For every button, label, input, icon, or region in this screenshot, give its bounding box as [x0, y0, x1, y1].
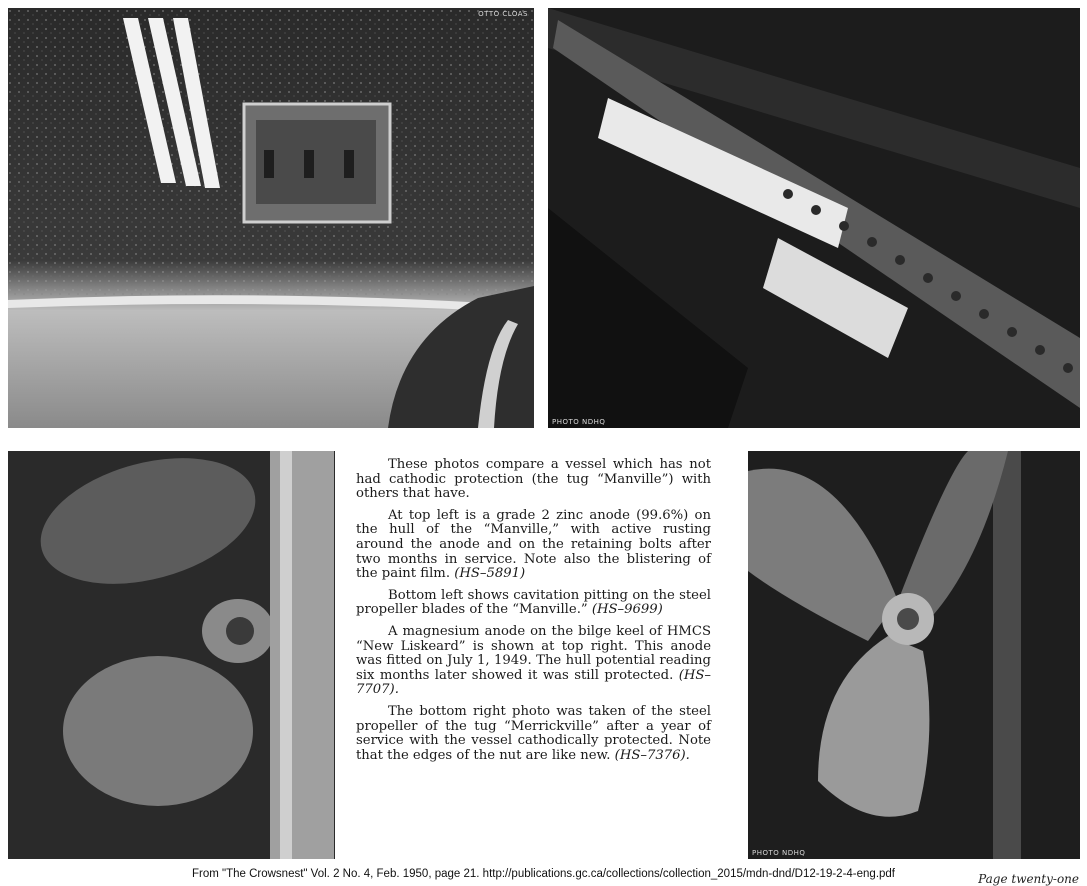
photo-credit-top-right: PHOTO NDHQ	[552, 418, 606, 426]
article-paragraph-3: Bottom left shows cavitation pitting on the steel propeller blades of the “Manville.” (HS–9699)	[356, 587, 711, 618]
article-paragraph-1: These photos compare a vessel which has not had cathodic protection (the tug “Manville”) with others that have.	[356, 457, 711, 502]
photo-protected-propeller	[748, 451, 1080, 859]
source-citation: From "The Crowsnest" Vol. 2 No. 4, Feb. 1950, page 21. http://publications.gc.ca/collections/collection_2015/mdn-dnd/D12-19-2-4-eng.pdf	[191, 868, 896, 880]
photo-magnesium-anode-bilge-keel	[548, 8, 1080, 428]
article-text	[356, 458, 711, 770]
photo-zinc-anode-hull	[8, 8, 534, 428]
photo-reference: (HS–9699)	[591, 602, 663, 618]
photo-protected-propeller-image	[748, 451, 1080, 859]
photo-reference: (HS–5891)	[454, 566, 526, 582]
article-paragraph-5: The bottom right photo was taken of the steel propeller of the tug “Merrickville” after a year of service with the vessel cathodically protected. Note that the edges of the nut are like new. (HS–7376).	[356, 703, 711, 763]
article-paragraph-2: At top left is a grade 2 zinc anode (99.6%) on the hull of the “Manville,” with active rusting around the anode and on the retaining bolts after two months in service. Note also the blistering of the paint film. (HS–5891)	[356, 507, 711, 582]
photo-reference: (HS–7376).	[614, 747, 690, 763]
photo-pitted-propeller-image	[8, 451, 335, 859]
page-number-label: Page twenty-one	[978, 872, 1079, 886]
photo-pitted-propeller	[8, 451, 335, 859]
photo-zinc-anode-image	[8, 8, 534, 428]
article-paragraph-4: A magnesium anode on the bilge keel of HMCS “New Liskeard” is shown at top right. This anode was fitted on July 1, 1949. The hull potential reading six months later showed it was still protected. (HS–7707).	[356, 623, 711, 698]
photo-reference: (HS–7707).	[356, 667, 711, 698]
photo-credit-bottom-right: PHOTO NDHQ	[752, 849, 806, 857]
photo-magnesium-anode-image	[548, 8, 1080, 428]
photo-credit-top-left: OTTO CLOAS	[478, 10, 528, 18]
